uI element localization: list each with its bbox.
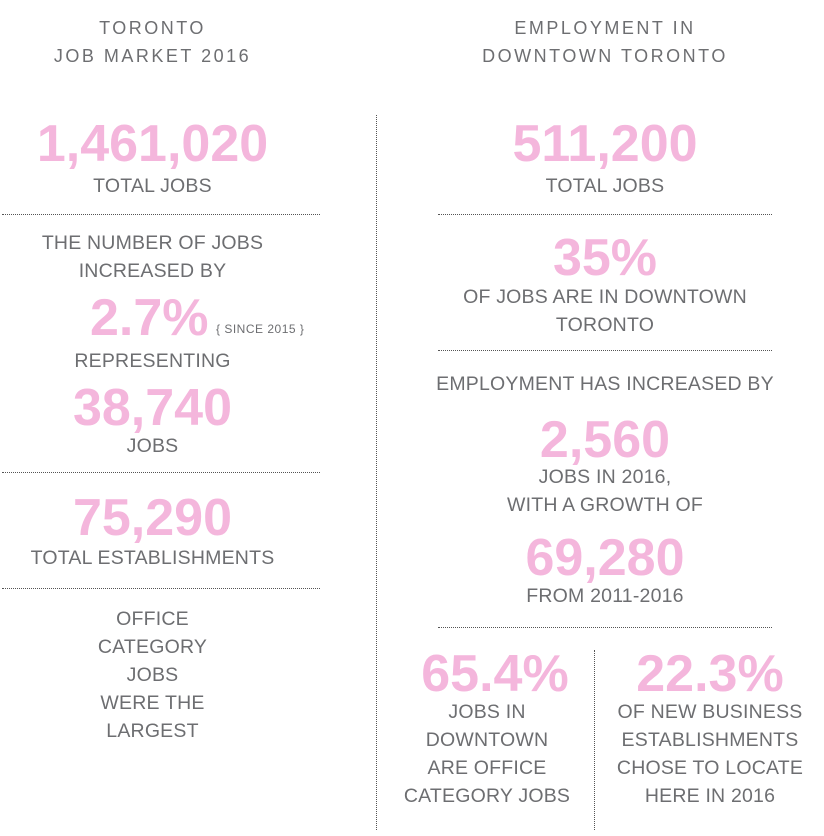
right-share-pct: 35% bbox=[552, 229, 658, 287]
right-increase-label: EMPLOYMENT HAS INCREASED BY bbox=[436, 373, 774, 395]
right-increase-value: 2,560 bbox=[539, 411, 671, 469]
left-establishments-label: TOTAL ESTABLISHMENTS bbox=[30, 547, 275, 569]
right-growth-label: FROM 2011-2016 bbox=[526, 585, 684, 607]
left-representing-value: 38,740 bbox=[72, 379, 233, 437]
left-jobs-label: JOBS bbox=[126, 435, 179, 457]
left-increase-line1: THE NUMBER OF JOBS bbox=[41, 232, 264, 254]
left-increase-line2: INCREASED BY bbox=[78, 260, 227, 282]
right-divider-2 bbox=[438, 350, 772, 351]
right-office-pct: 65.4% bbox=[421, 645, 569, 703]
left-total-jobs-value: 1,461,020 bbox=[36, 115, 269, 173]
right-business-pct: 22.3% bbox=[636, 645, 784, 703]
right-office-line: CATEGORY JOBS bbox=[403, 785, 571, 807]
left-office-line: WERE THE bbox=[100, 692, 205, 714]
right-business-line: OF NEW BUSINESS bbox=[617, 701, 803, 723]
right-office-line: JOBS IN bbox=[448, 701, 526, 723]
left-divider-2 bbox=[2, 472, 320, 473]
right-divider-1 bbox=[438, 214, 772, 215]
right-office-text bbox=[387, 698, 587, 810]
right-business-text bbox=[610, 698, 810, 810]
right-office-line: DOWNTOWN bbox=[425, 729, 549, 751]
left-heading bbox=[0, 14, 305, 70]
left-divider-1 bbox=[2, 214, 320, 215]
right-office-line: ARE OFFICE bbox=[427, 757, 547, 779]
right-increase-line2: WITH A GROWTH OF bbox=[506, 494, 704, 516]
left-divider-3 bbox=[2, 588, 320, 589]
left-heading-line1: TORONTO bbox=[99, 18, 206, 38]
right-share-line1: OF JOBS ARE IN DOWNTOWN bbox=[463, 286, 747, 308]
right-increase-line1: JOBS IN 2016, bbox=[538, 466, 672, 488]
right-total-jobs-label: TOTAL JOBS bbox=[545, 175, 665, 197]
left-since-note: { SINCE 2015 } bbox=[216, 322, 305, 336]
left-total-jobs-label: TOTAL JOBS bbox=[93, 175, 212, 197]
right-growth-value: 69,280 bbox=[525, 529, 685, 587]
left-office-line: JOBS bbox=[126, 664, 179, 686]
right-heading bbox=[405, 14, 805, 70]
left-increase-text bbox=[0, 229, 305, 285]
right-share-text bbox=[405, 283, 805, 339]
left-establishments-value: 75,290 bbox=[72, 489, 233, 547]
left-office-line: CATEGORY bbox=[97, 636, 208, 658]
right-heading-line1: EMPLOYMENT IN bbox=[514, 18, 696, 38]
right-business-line: ESTABLISHMENTS bbox=[621, 729, 799, 751]
left-office-line: OFFICE bbox=[116, 608, 189, 630]
right-business-line: HERE IN 2016 bbox=[644, 785, 776, 807]
right-share-line2: TORONTO bbox=[555, 314, 655, 336]
right-divider-3 bbox=[438, 627, 772, 628]
left-heading-line2: JOB MARKET 2016 bbox=[53, 46, 252, 66]
left-increase-pct: 2.7% bbox=[90, 289, 209, 347]
left-office-line: LARGEST bbox=[106, 720, 199, 742]
column-divider bbox=[376, 115, 377, 830]
right-heading-line2: DOWNTOWN TORONTO bbox=[482, 46, 728, 66]
right-total-jobs-value: 511,200 bbox=[512, 115, 698, 173]
right-increase-text bbox=[405, 463, 805, 519]
left-office-text bbox=[0, 605, 305, 745]
left-representing-label: REPRESENTING bbox=[74, 350, 231, 372]
right-business-line: CHOSE TO LOCATE bbox=[616, 757, 804, 779]
